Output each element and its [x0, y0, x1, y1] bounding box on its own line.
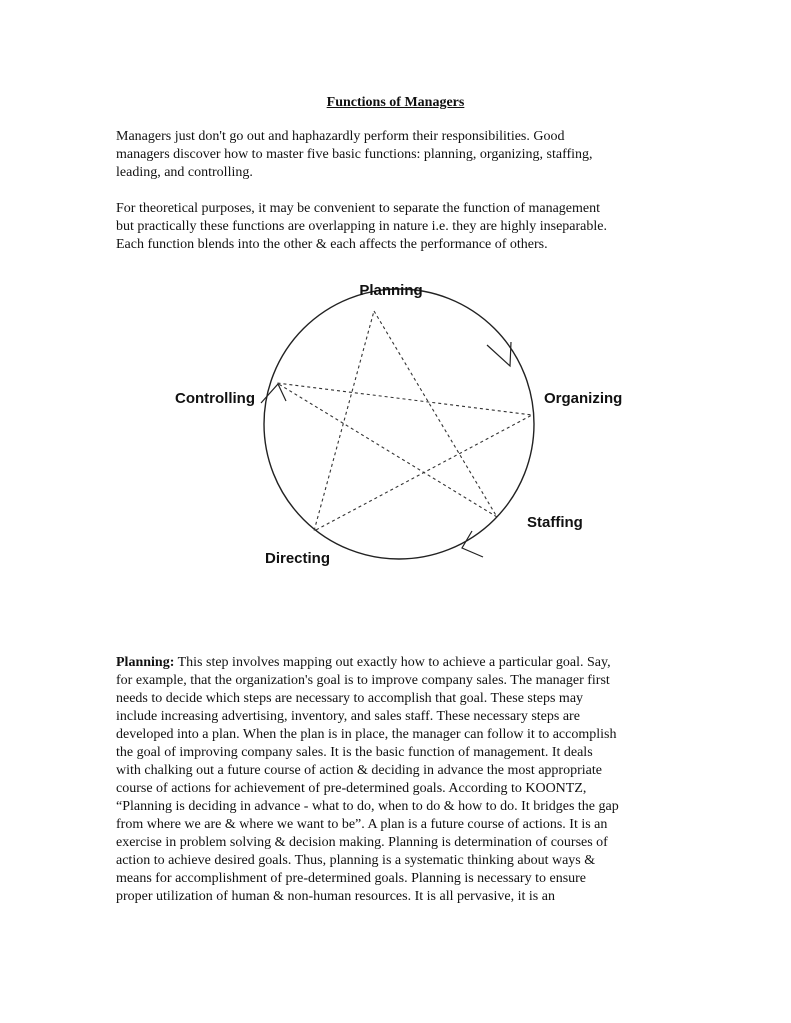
text-line: needs to decide which steps are necessary to accomplish that goal. These steps may — [116, 691, 584, 706]
text-line: the goal of improving company sales. It is the basic function of management. It deals — [116, 745, 593, 760]
text-line: but practically these functions are overlapping in nature i.e. they are highly inseparable. — [116, 219, 607, 234]
arrow-left-icon — [261, 384, 286, 403]
text-line: course of actions for achievement of pre-determined goals. According to KOONTZ, — [116, 781, 587, 796]
text-line — [116, 654, 676, 672]
text-line: action to achieve desired goals. Thus, planning is a systematic thinking about ways & — [116, 853, 596, 868]
arrow-top-right-icon — [487, 342, 511, 366]
label-directing: Directing — [265, 550, 331, 567]
page-title: Functions of Managers — [326, 95, 465, 110]
text-segment: This step involves mapping out exactly how to achieve a particular goal. Say, — [174, 655, 611, 670]
planning-heading: Planning: — [116, 655, 175, 670]
text-line: “Planning is deciding in advance - what to do, when to do & how to do. It bridges the gap — [116, 799, 619, 814]
theory-paragraph — [116, 200, 676, 254]
text-line: with chalking out a future course of action & deciding in advance the most appropriate — [116, 763, 602, 778]
arrow-bottom-icon — [462, 531, 483, 557]
text-line: exercise in problem solving & decision making. Planning is determination of courses of — [116, 835, 608, 850]
text-line: Managers just don't go out and haphazardly perform their responsibilities. Good — [116, 129, 565, 144]
text-line: include increasing advertising, inventory, and sales staff. These necessary steps are — [116, 709, 580, 724]
intro-paragraph — [116, 128, 676, 182]
label-controlling: Controlling — [175, 390, 255, 407]
planning-paragraph — [116, 654, 676, 906]
pentagram-dashed-star — [277, 311, 532, 531]
cycle-circle — [264, 289, 534, 559]
label-staffing: Staffing — [527, 514, 583, 531]
text-line: for example, that the organization's goal is to improve company sales. The manager first — [116, 673, 610, 688]
text-line: from where we are & where we want to be”. A plan is a future course of actions. It is an — [116, 817, 608, 832]
text-line: developed into a plan. When the plan is in place, the manager can follow it to accomplish — [116, 727, 617, 742]
text-line: leading, and controlling. — [116, 165, 253, 180]
label-organizing: Organizing — [544, 390, 623, 407]
text-line: means for accomplishment of pre-determined goals. Planning is necessary to ensure — [116, 871, 587, 886]
text-line: managers discover how to master five basic functions: planning, organizing, staffing, — [116, 147, 593, 162]
text-line: For theoretical purposes, it may be convenient to separate the function of management — [116, 201, 601, 216]
text-line: proper utilization of human & non-human resources. It is all pervasive, it is an — [116, 889, 555, 904]
management-functions-diagram — [150, 270, 650, 580]
text-line: Each function blends into the other & each affects the performance of others. — [116, 237, 548, 252]
label-planning: Planning — [359, 282, 423, 299]
